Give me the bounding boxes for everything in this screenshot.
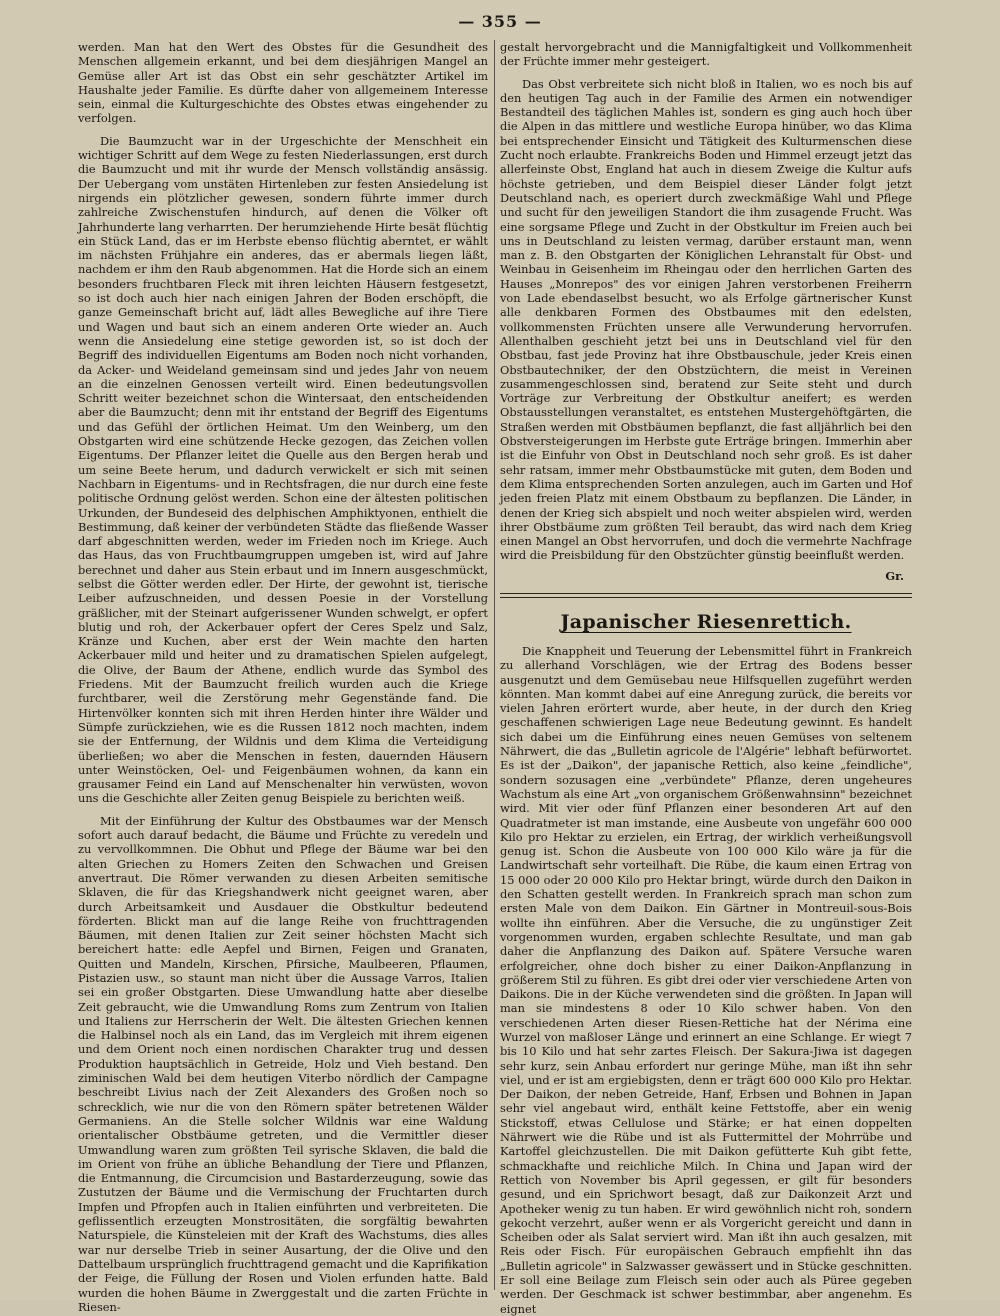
paragraph: Die Knappheit und Teuerung der Lebensmittel führt in Frankreich zu allerhand Vorschlägen, wie der Ertrag des Bodens besser ausgenutzt und dem Gemüsebau neue Hilfsquellen zugeführt werden könnten. Man kommt dabei auf eine Anregung zurück, die bereits vor vielen Jahren erörtert wurde, aber heute, in der durch den Krieg geschaffenen schwierigen Lage neue Bedeutung gewinnt. Es handelt sich dabei um die Einführung eines neuen Gemüses von seltenem Nährwert, die das „Bulletin agricole de l'Algérie" lebhaft befürwortet. Es ist der „Daikon", der japanische Rettich, also keine „feindliche", sondern sozusagen eine „verbündete" Pflanze, deren ungeheures Wachstum als eine Art „von organischem Größenwahnsinn" bezeichnet wird. Mit vier oder fünf Pflanzen einer besonderen Art auf den Quadratmeter ist man imstande, eine Ausbeute von ungefähr 600 000 Kilo pro Hektar zu erzielen, ein Ertrag, der wirklich verheißungsvoll genug ist. Schon die Ausbeute von 100 000 Kilo wäre ja für die Landwirtschaft sehr vorteilhaft. Die Rübe, die kaum einen Ertrag von 15 000 oder 20 000 Kilo pro Hektar bringt, würde durch den Daikon in den Schatten gestellt werden. In Frankreich sprach man schon zum ersten Male von dem Daikon. Ein Gärtner in Montreuil-sous-Bois wollte ihn einführen. Aber die Versuche, die zu ungünstiger Zeit vorgenommen wurden, ergaben schlechte Resultate, und man gab daher die Anpflanzung des Daikon auf. Spätere Versuche waren erfolgreicher, ohne doch bisher zu einer Daikon-Anpflanzung in größerem Stil zu führen. Es gibt drei oder vier verschiedene Arten von Daikons. Die in der Küche verwendeten sind die größten. In Japan will man sie mindestens 8 oder 10 Kilo schwer haben. Von den verschiedenen Arten dieser Riesen-Rettiche hat der Nérima eine Wurzel von maßloser Länge und erinnert an eine Schlange. Er wiegt 7 bis 10 Kilo und hat sehr zartes Fleisch. Der Sakura-Jiwa ist dagegen sehr kurz, sein Anbau erfordert nur geringe Mühe, man ißt ihn sehr viel, und er ist am ergiebigsten, denn er trägt 600 000 Kilo pro Hektar. Der Daikon, der neben Getreide, Hanf, Erbsen und Bohnen in Japan sehr viel angebaut wird, enthält keine Fettstoffe, aber ein wenig Stickstoff, etwas Cellulose und Stärke; er hat einen doppelten Nährwert wie die Rübe und ist als Futtermittel der Mohrrübe und Kartoffel gleichzustellen. Die mit Daikon gefütterte Kuh gibt fette, schmackhafte und reichliche Milch. In China und Japan wird der Rettich von November bis April gegessen, er gilt für besonders gesund, und ein Sprichwort besagt, daß zur Daikonzeit Arzt und Apotheker wenig zu tun haben. Er wird gewöhnlich nicht roh, sondern gekocht verzehrt, außer wenn er als Vorgericht gereicht und dann in Scheiben oder als Salat serviert wird. Man ißt ihn auch gesalzen, mit Reis oder Fisch. Für europäischen Gebrauch empfiehlt ihn das „Bulletin agricole" in Salzwasser gewässert und in Stücke geschnitten. Er soll eine Beilage zum Fleisch sein oder auch als Püree gegeben werden. Der Geschmack ist schwer bestimmbar, aber angenehm. Es eignet (500, 643, 912, 1316)
paragraph: Mit der Einführung der Kultur des Obstbaumes war der Mensch sofort auch darauf bedacht, die Bäume und Früchte zu veredeln und zu vervollkommnen. Die Obhut und Pflege der Bäume war bei den alten Griechen zu Homers Zeiten den Schwachen und Greisen anvertraut. Die Römer verwanden zu diesen Arbeiten semitische Sklaven, die für das Kriegshandwerk nicht geeignet waren, aber durch Arbeitsamkeit und Ausdauer die Obstkultur bedeutend förderten. Blickt man auf die lange Reihe von fruchttragenden Bäumen, mit denen Italien zur Zeit seiner höchsten Macht sich bereichert hatte: edle Aepfel und Birnen, Feigen und Granaten, Quitten und Mandeln, Kirschen, Pfirsiche, Maulbeeren, Pflaumen, Pistazien usw., so staunt man nicht über die Aussage Varros, Italien sei ein großer Obstgarten. Diese Umwandlung hatte aber dieselbe Zeit gebraucht, wie die Umwandlung Roms zum Zentrum von Italien und Italiens zur Herrscherin der Welt. Die ältesten Griechen kennen die Halbinsel noch als ein Land, das im Vergleich mit ihrem eigenen und dem Orient noch einen nordischen Charakter trug und dessen Produktion hauptsächlich in Getreide, Holz und Vieh bestand. Den ziminischen Wald bei dem heutigen Viterbo nördlich der Campagne beschreibt Livius nach der Zeit Alexanders des Großen noch so schrecklich, wie nur die von den Römern später betretenen Wälder Germaniens. An die Stelle solcher Wildnis war eine Waldung orientalischer Obstbäume getreten, und die Vermittler dieser Umwandlung waren zum größten Teil syrische Sklaven, die bald die im Orient von frühe an übliche Behandlung der Tiere und Pflanzen, die Entmannung, die Circumcision und Bastarderzeugung, sowie das Zustutzen der Bäume und die Vermischung der Fruchtarten durch Impfen und Pfropfen auch in Italien einführten und verbreiteten. Die geflissentlich erzeugten Monstrositäten, die sorgfältig bewahrten Naturspiele, die Künsteleien mit der Kraft des Wachstums, dies alles war nur derselbe Trieb in seiner Ausartung, der die Olive und den Dattelbaum ursprünglich fruchttragend gemacht und die Kaprifikation der Feige, die Füllung der Rosen und Violen erfunden hatte. Bald wurden die hohen Bäume in Zwerggestalt und die zarten Früchte in Riesen- (78, 813, 488, 1314)
article-title: Japanischer Riesenrettich. (560, 610, 852, 633)
section-divider (500, 593, 912, 598)
column-rule (494, 40, 495, 1290)
paragraph: werden. Man hat den Wert des Obstes für die Gesundheit des Menschen allgemein erkannt, und bei dem diesjährigen Mangel an Gemüse aller Art ist das Obst ein sehr geschätzter Artikel im Haushalte jeder Familie. Es dürfte daher von allgemeinem Interesse sein, einmal die Kulturgeschichte des Obstes etwas eingehender zu verfolgen. (78, 40, 488, 126)
author-signature: Gr. (885, 568, 904, 583)
page-number: — 355 — (458, 12, 542, 31)
paragraph: Das Obst verbreitete sich nicht bloß in Italien, wo es noch bis auf den heutigen Tag auch in der Familie des Armen ein notwendiger Bestandteil des täglichen Mahles ist, sondern es ging auch hoch über die Alpen in das mittlere und westliche Europa hinüber, wo das Klima bei entsprechender Einsicht und Tätigkeit des Kulturmenschen diese Zucht noch erlaubte. Frankreichs Boden und Himmel erzeugt jetzt das allerfeinste Obst, England hat auch in diesem Zweige die Kultur aufs höchste getrieben, und dem Beispiel dieser Länder folgt jetzt Deutschland nach, es operiert durch zweckmäßige Wahl und Pflege und sucht für den jeweiligen Standort die ihm zusagende Frucht. Was eine sorgsame Pflege und Zucht in der Obstkultur im Freien auch bei uns in Deutschland zu leisten vermag, darüber erstaunt man, wenn man z. B. den Obstgarten der Königlichen Lehranstalt für Obst- und Weinbau in Geisenheim im Rheingau oder den herrlichen Garten des Hauses „Monrepos" des vor einigen Jahren verstorbenen Freiherrn von Lade ebendaselbst besucht, wo als Erfolge gärtnerischer Kunst alle denkbaren Formen des Obstbaumes mit den edelsten, vollkommensten Früchten unsere alle Verwunderung hervorrufen. Allenthalben geschieht jetzt bei uns in Deutschland viel für den Obstbau, fast jede Provinz hat ihre Obstbauschule, jeder Kreis einen Obstbautechniker, der den Obstzüchtern, die meist in Vereinen zusammengeschlossen sind, beratend zur Seite steht und durch Vorträge zur Verbreitung der Obstkultur aneifert; es werden Obstausstellungen veranstaltet, es entstehen Mustergehöftgärten, die Straßen werden mit Obstbäumen bepflanzt, die fast alljährlich bei den Obstversteigerungen im Herbste gute Erträge bringen. Immerhin aber ist die Einfuhr von Obst in Deutschland noch sehr groß. Es ist daher sehr ratsam, immer mehr Obstbaumstücke mit guten, dem Boden und dem Klima entsprechenden Sorten anzulegen, auch im Garten und Hof jeden freien Platz mit einem Obstbaum zu bepflanzen. Die Länder, in denen der Krieg sich abspielt und noch weiter abspielen wird, werden ihrer Obstbäume zum größten Teil beraubt, das wird nach dem Krieg einen Mangel an Obst hervorrufen, und doch die vermehrte Nachfrage wird die Preisbildung für den Obstzüchter günstig beeinflußt werden. (500, 76, 912, 563)
paragraph: Die Baumzucht war in der Urgeschichte der Menschheit ein wichtiger Schritt auf dem Wege zu festen Niederlassungen, erst durch die Baumzucht und mit ihr wurde der Mensch vollständig ansässig. Der Uebergang vom unstäten Hirtenleben zur festen Ansiedelung ist nirgends ein plötzlicher gewesen, sondern führte immer durch zahlreiche Zwischenstufen hindurch, auf denen die Völker oft Jahrhunderte lang verharrten. Der herumziehende Hirte besät flüchtig ein Stück Land, das er im Herbste ebenso flüchtig aberntet, er wählt im nächsten Frühjahre ein anderes, das er abermals liegen läßt, nachdem er ihm den Raub abgenommen. Hat die Horde sich an einem besonders fruchtbaren Fleck mit ihren leichten Häusern festgesetzt, so ist doch auch hier nach einigen Jahren der Boden erschöpft, die ganze Gemeinschaft bricht auf, lädt alles Bewegliche auf ihre Tiere und Wagen und baut sich an einem anderen Orte wieder an. Auch wenn die Ansiedelung eine stetige geworden ist, so ist doch der Begriff des individuellen Eigentums am Boden noch nicht vorhanden, da Acker- und Weideland gemeinsam sind und jedes Jahr von neuem an die einzelnen Genossen verteilt wird. Einen bedeutungsvollen Schritt weiter bezeichnet schon die Wintersaat, den entscheidenden aber die Baumzucht; denn mit ihr entstand der Begriff des Eigentums und das Gefühl der örtlichen Heimat. Um den Weinberg, um den Obstgarten wird eine schützende Hecke gezogen, das Zeichen vollen Eigentums. Der Pflanzer leitet die Quelle aus den Bergen herab und um seine Beete herum, und dadurch verwickelt er sich mit seinen Nachbarn in Eigentums- und in Rechtsfragen, die nur durch eine feste politische Ordnung gelöst werden. Schon eine der ältesten politischen Urkunden, der Bundeseid des delphischen Amphiktyonen, enthielt die Bestimmung, daß keiner der verbündeten Städte das fließende Wasser darf abgeschnitten werden, weder im Frieden noch im Kriege. Auch das Haus, das von Fruchtbaumgruppen umgeben ist, wird auf Jahre berechnet und daher aus Stein erbaut und im Innern ausgeschmückt, selbst die Götter werden edler. Der Hirte, der gewohnt ist, tierische Leiber aufzuschneiden, und dessen Poesie in der Vorstellung gräßlicher, mit der Steinart aufgerissener Wunden schwelgt, er opfert blutig und roh, der Ackerbauer opfert der Ceres Spelz und Salz, Kränze und Kuchen, aber erst der Wein machte den harten Ackerbauer mild und heiter und zu dramatischen Spielen aufgelegt, die Olive, der Baum der Athene, endlich wurde das Symbol des Friedens. Mit der Baumzucht freilich wurden auch die Kriege furchtbarer, weil die Zerstörung mehr Gegenstände fand. Die Hirtenvölker konnten sich mit ihren Herden hinter ihre Wälder und Sümpfe zurückziehen, wie es die Russen 1812 noch machten, indem sie der Entfernung, der Wildnis und dem Klima die Verteidigung überließen; wo aber die Menschen in festen, dauernden Häusern unter Weinstöcken, Oel- und Feigenbäumen wohnen, da kann ein grausamer Feind ein Land auf Menschenalter hin verwüsten, wovon uns die Geschichte aller Zeiten genug Beispiele zu berichten weiß. (78, 133, 488, 806)
paragraph: gestalt hervorgebracht und die Mannigfaltigkeit und Vollkommenheit der Früchte immer mehr gesteigert. (500, 40, 912, 69)
left-column (78, 40, 488, 1314)
right-column (500, 40, 912, 1316)
